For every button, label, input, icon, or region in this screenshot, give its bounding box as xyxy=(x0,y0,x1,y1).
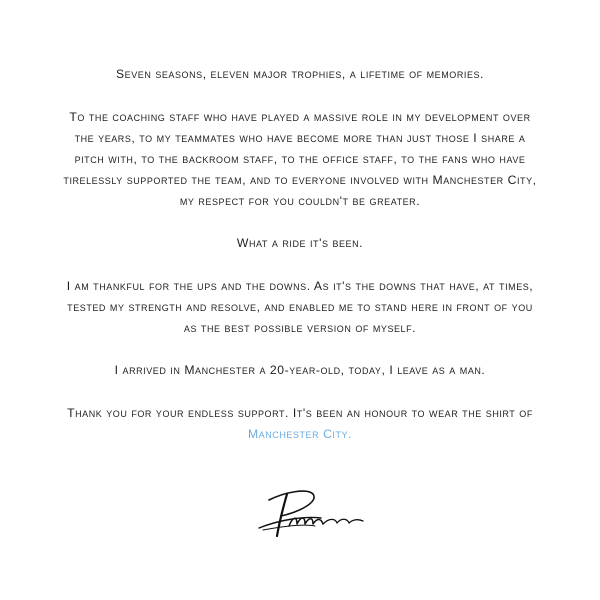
handwritten-signature xyxy=(255,486,365,538)
letter-line: the years, to my teammates who have become more than just those I share a xyxy=(74,130,526,145)
paragraph-closing xyxy=(0,403,600,445)
paragraph-opening xyxy=(0,64,600,85)
letter-line: I arrived in Manchester a 20-year-old, today, I leave as a man. xyxy=(114,363,486,377)
club-name-highlight: Manchester City. xyxy=(247,426,353,441)
letter-line: tirelessly supported the team, and to everyone involved with Manchester City, xyxy=(63,172,537,187)
letter-body xyxy=(0,64,600,466)
letter-line: To the coaching staff who have played a massive role in my development over xyxy=(69,109,531,124)
paragraph-ride xyxy=(0,233,600,254)
letter-line: tested my strength and resolve, and enabled me to stand here in front of you xyxy=(67,299,533,314)
letter-line: Thank you for your endless support. It's been an honour to wear the shirt of xyxy=(67,405,533,420)
letter-line: pitch with, to the backroom staff, to the office staff, to the fans who have xyxy=(74,151,526,166)
paragraph-thanks-staff xyxy=(0,107,600,212)
letter-line: I am thankful for the ups and the downs. As it's the downs that have, at times, xyxy=(66,278,534,293)
letter-line: Seven seasons, eleven major trophies, a lifetime of memories. xyxy=(116,67,484,81)
letter-line: as the best possible version of myself. xyxy=(183,320,417,335)
paragraph-ups-downs xyxy=(0,276,600,339)
paragraph-arrived xyxy=(0,360,600,381)
letter-line: What a ride it's been. xyxy=(236,236,364,250)
letter-line: my respect for you couldn't be greater. xyxy=(179,193,421,208)
